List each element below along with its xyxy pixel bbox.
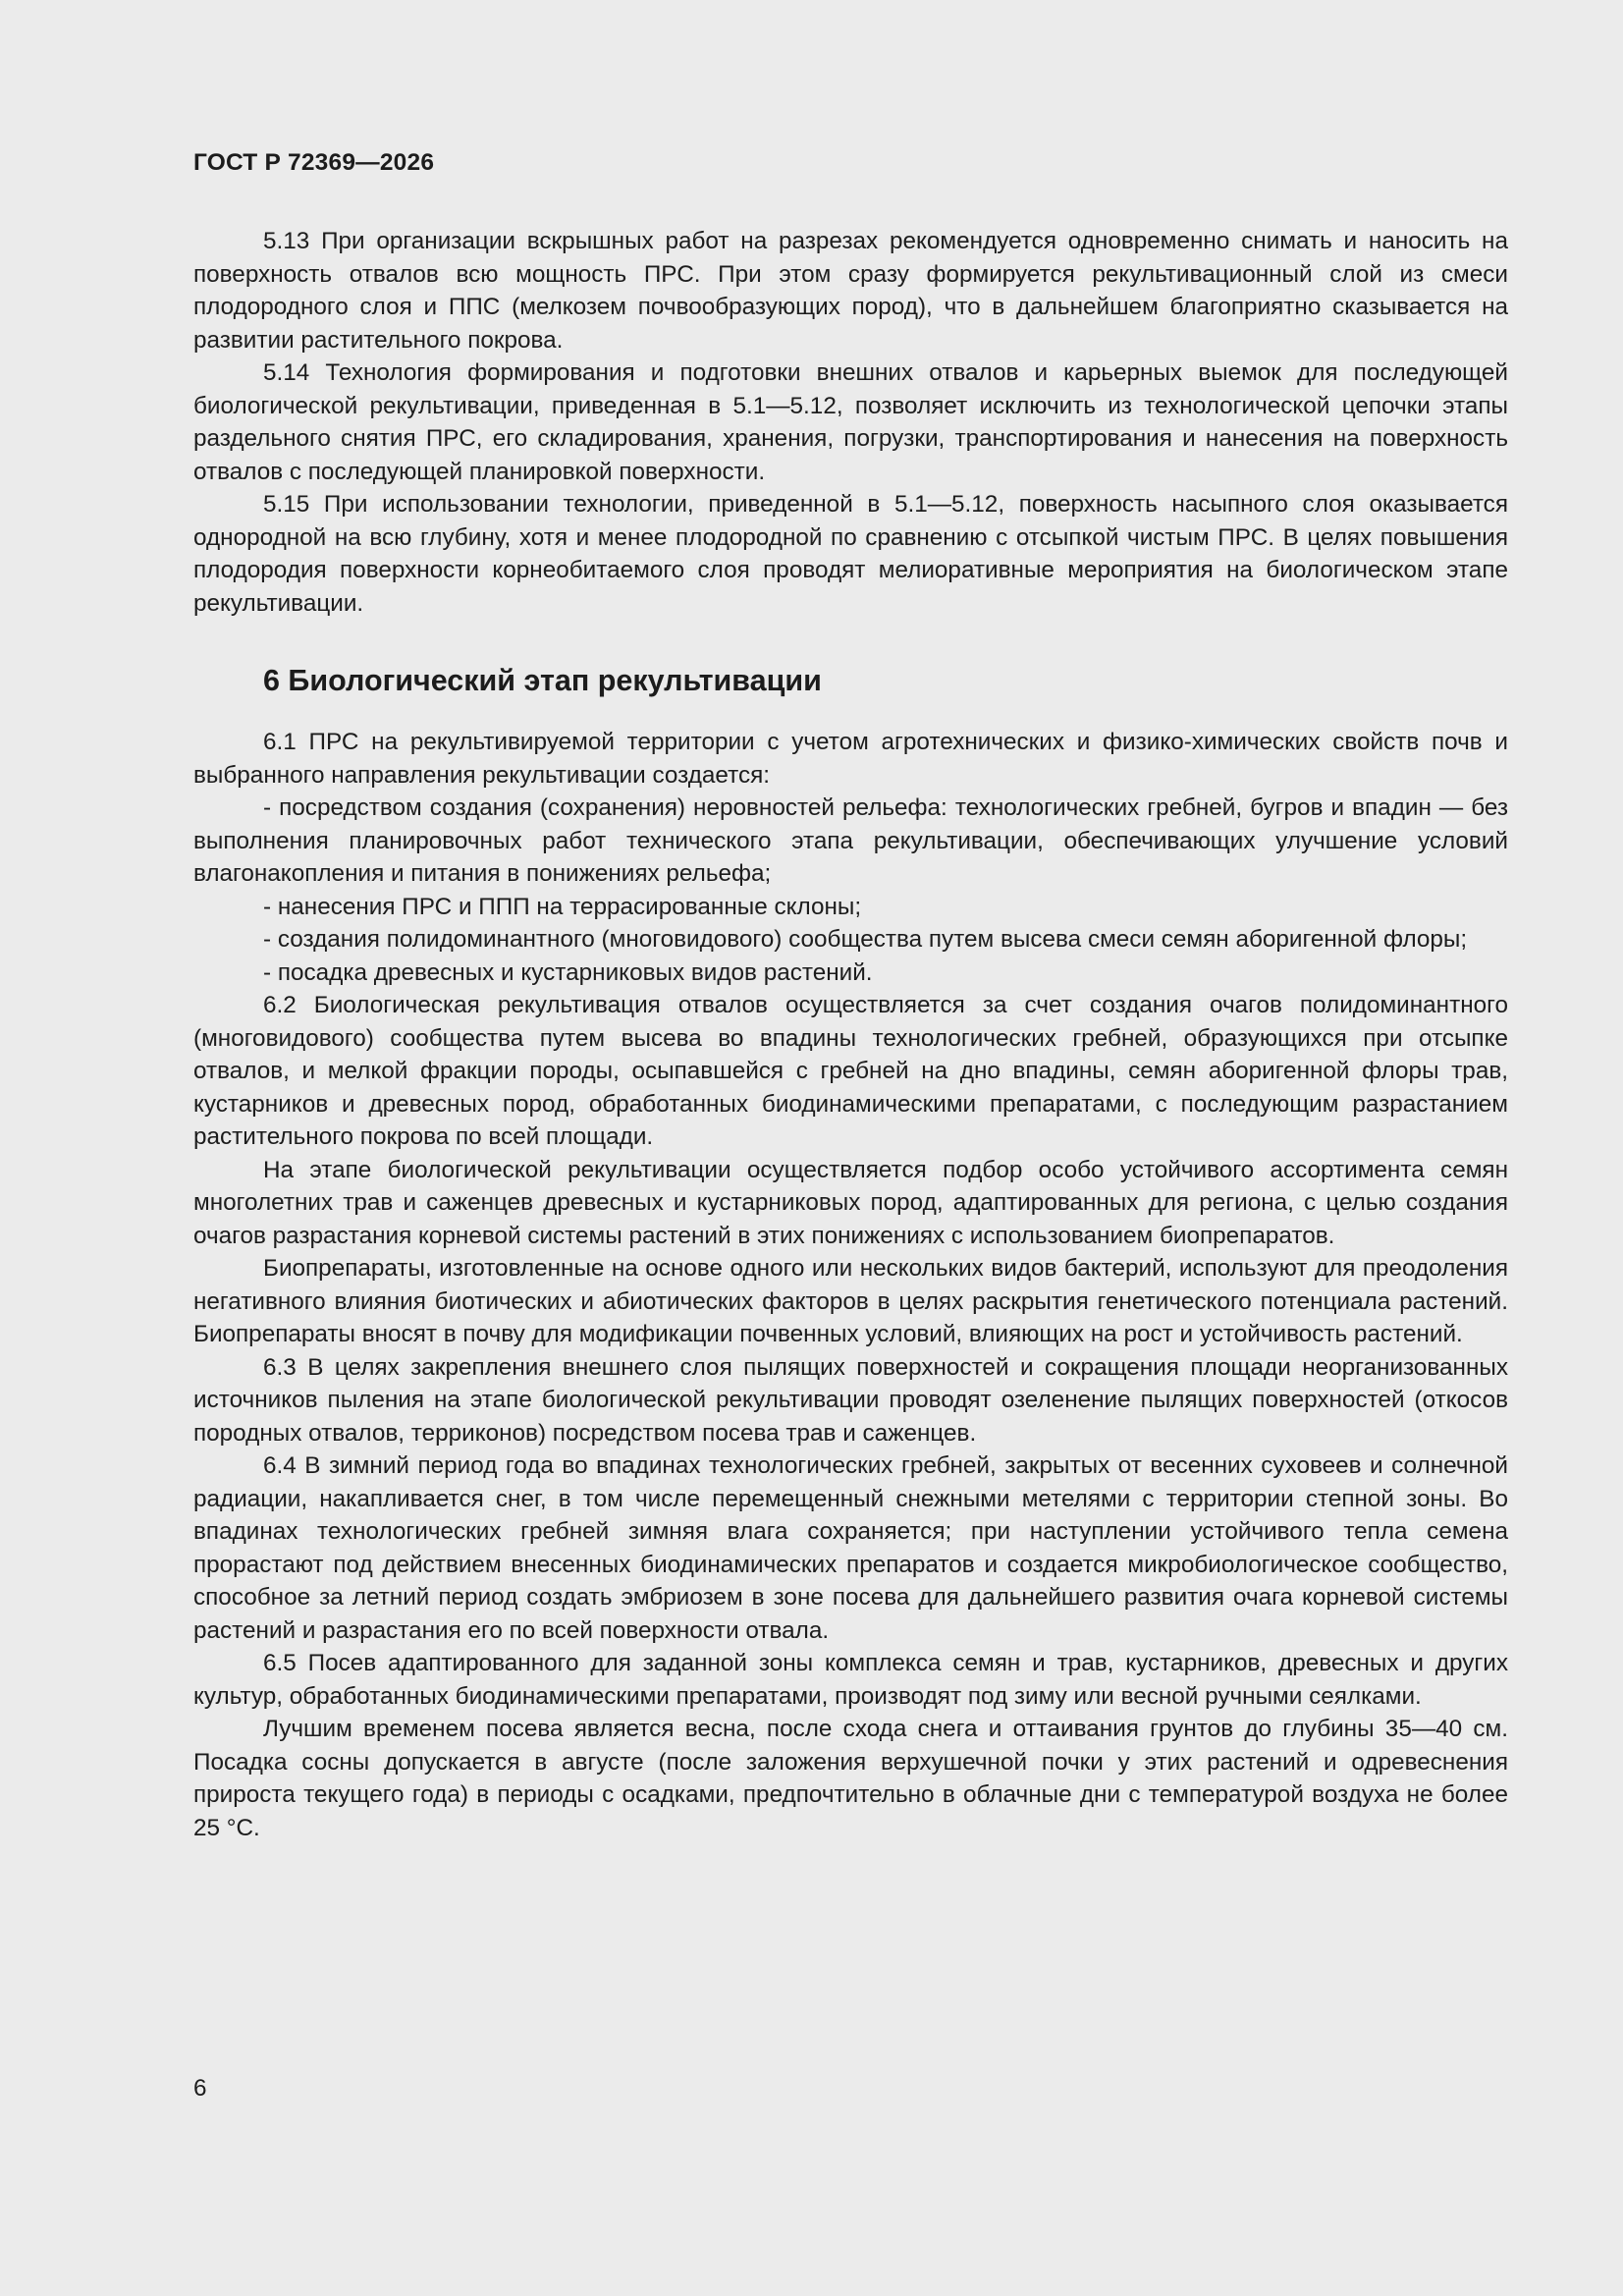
paragraph-6-1: 6.1 ПРС на рекультивируемой территории с учетом агротехнических и физико-химических свойств почв и выбранного направления рекультивации создается: xyxy=(193,729,1508,789)
list-item-polydominant-community: - создания полидоминантного (многовидового) сообщества путем высева смеси семян аборигенной флоры; xyxy=(263,926,1468,953)
list-item-tree-planting: - посадка древесных и кустарниковых видов растений. xyxy=(263,958,873,986)
paragraph-6-3: 6.3 В целях закрепления внешнего слоя пылящих поверхностей и сокращения площади неорганизованных источников пыления на этапе биологической рекультивации проводят озеленение пылящих поверхностей (откосов породных отвалов, терриконов) посредством посева трав и саженцев. xyxy=(193,1353,1508,1447)
paragraph-5-14: 5.14 Технология формирования и подготовки внешних отвалов и карьерных выемок для последующей биологической рекультивации, приведенная в 5.1—5.12, позволяет исключить из технологической цепочки этапы раздельного снятия ПРС, его складирования, хранения, погрузки, транспортирования и нанесения на поверхность отвалов с последующей планировкой поверхности. xyxy=(193,359,1508,485)
list-item-relief: - посредством создания (сохранения) неровностей рельефа: технологических гребней, бугров и впадин — без выполнения планировочных работ технического этапа рекультивации, обеспечивающих улучшение условий влагонакопления и питания в понижениях рельефа; xyxy=(193,794,1508,887)
paragraph-5-13: 5.13 При организации вскрышных работ на разрезах рекомендуется одновременно снимать и наносить на поверхность отвалов всю мощность ПРС. При этом сразу формируется рекультивационный слой из смеси плодородного слоя и ППС (мелкозем почвообразующих пород), что в дальнейшем благоприятно сказывается на развитии растительного покрова. xyxy=(193,228,1508,354)
paragraph-6-2: 6.2 Биологическая рекультивация отвалов осуществляется за счет создания очагов полидоминантного (многовидового) сообщества путем высева во впадины технологических гребней, образующихся при отсыпке отвалов, и мелкой фракции породы, осыпавшейся с гребней на дно впадины, семян аборигенной флоры трав, кустарников и древесных пород, обработанных биодинамическими препаратами, с последующим разрастанием растительного покрова по всей площади. xyxy=(193,992,1508,1150)
list-item-terraced-slopes: - нанесения ПРС и ППП на террасированные склоны; xyxy=(263,893,862,920)
document-code-header: ГОСТ Р 72369—2026 xyxy=(193,149,435,176)
paragraph-6-4: 6.4 В зимний период года во впадинах технологических гребней, закрытых от весенних суховеев и солнечной радиации, накапливается снег, в том числе перемещенный снежными метелями с территории степной зоны. Во впадинах технологических гребней зимняя влага сохраняется; при наступлении устойчивого тепла семена прорастают под действием внесенных биодинамических препаратов и создается микробиологическое сообщество, способное за летний период создать эмбриозем в зоне посева для дальнейшего развития очага корневой системы растений и разрастания его по всей поверхности отвала. xyxy=(193,1452,1508,1644)
document-body xyxy=(193,225,1508,1844)
page-number: 6 xyxy=(193,2075,207,2102)
section-6-title: 6 Биологический этап рекультивации xyxy=(263,664,822,697)
paragraph-6-5: 6.5 Посев адаптированного для заданной зоны комплекса семян и трав, кустарников, древесных и других культур, обработанных биодинамическими препаратами, производят под зиму или весной ручными сеялками. xyxy=(193,1650,1508,1710)
paragraph-5-15: 5.15 При использовании технологии, приведенной в 5.1—5.12, поверхность насыпного слоя оказывается однородной на всю глубину, хотя и менее плодородной по сравнению с отсыпкой чистым ПРС. В целях повышения плодородия поверхности корнеобитаемого слоя проводят мелиоративные мероприятия на биологическом этапе рекультивации. xyxy=(193,491,1508,617)
paragraph-best-sowing-time: Лучшим временем посева является весна, после схода снега и оттаивания грунтов до глубины 35—40 см. Посадка сосны допускается в августе (после заложения верхушечной почки у этих растений и одревеснения прироста текущего года) в периоды с осадками, предпочтительно в облачные дни с температурой воздуха не более 25 °С. xyxy=(193,1716,1508,1841)
paragraph-seed-selection: На этапе биологической рекультивации осуществляется подбор особо устойчивого ассортимента семян многолетних трав и саженцев древесных и кустарниковых пород, адаптированных для региона, с целью создания очагов разрастания корневой системы растений в этих понижениях с использованием биопрепаратов. xyxy=(193,1156,1508,1249)
paragraph-biopreparations: Биопрепараты, изготовленные на основе одного или нескольких видов бактерий, используют для преодоления негативного влияния биотических и абиотических факторов в целях раскрытия генетического потенциала растений. Биопрепараты вносят в почву для модификации почвенных условий, влияющих на рост и устойчивость растений. xyxy=(193,1255,1508,1347)
